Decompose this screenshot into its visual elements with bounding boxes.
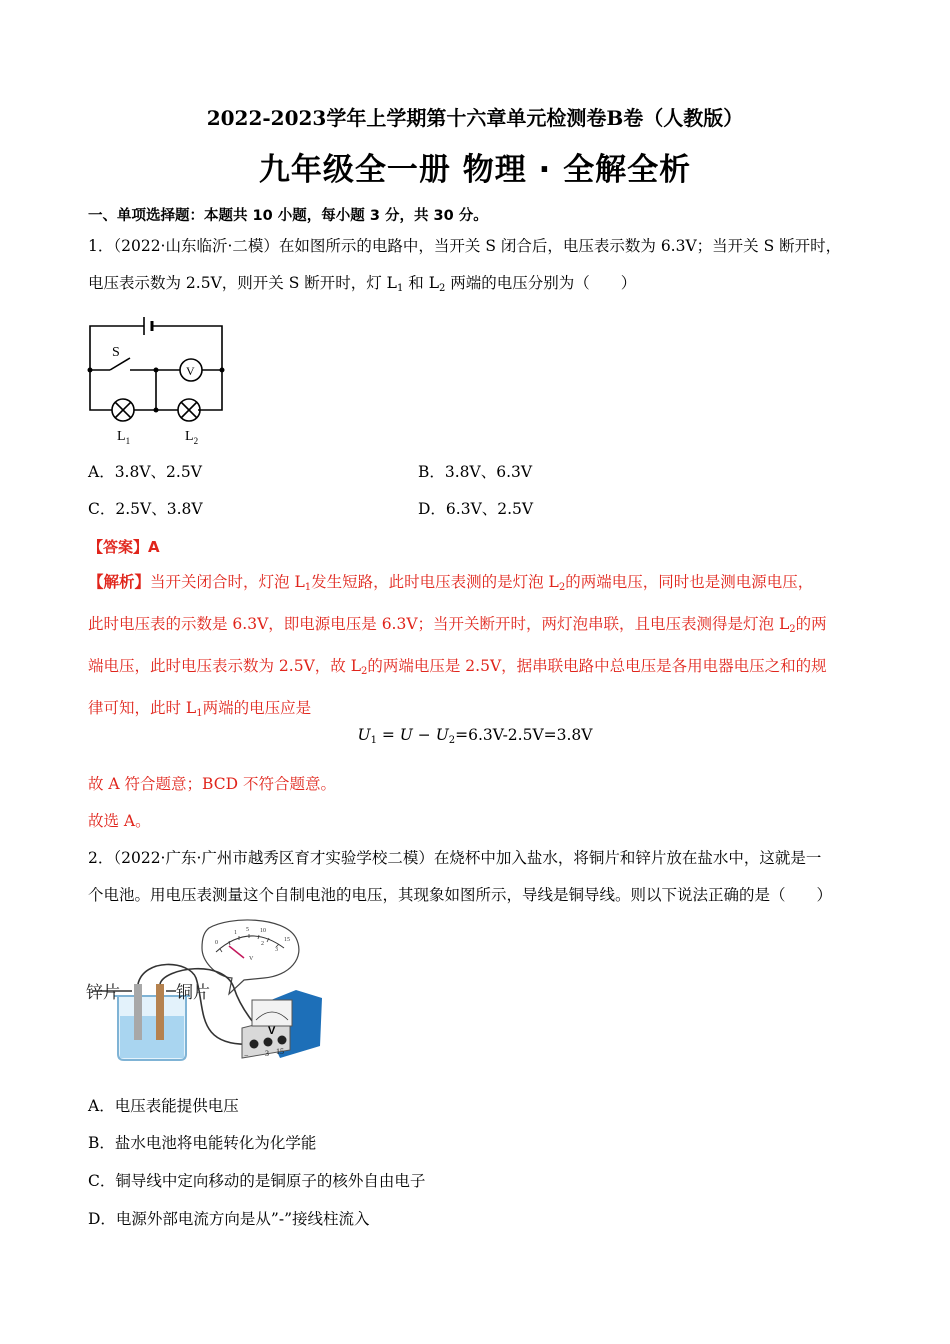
zinc-label: 锌片 (86, 983, 120, 1003)
switch-label: S (112, 345, 120, 360)
question-1-line-1: 1．（2022·山东临沂·二模）在如图所示的电路中，当开关 S 闭合后，电压表示数为 6.3V；当开关 S 断开时， (88, 237, 842, 255)
circuit-diagram (84, 310, 234, 450)
svg-text:L1: $L_1$ (117, 429, 131, 446)
q1-choice: 故选 A。 (88, 812, 151, 830)
q2-option-a[interactable]: A．电压表能提供电压 (88, 1097, 239, 1115)
section-heading: 一、单项选择题：本题共 10 小题，每小题 3 分，共 30 分。 (88, 208, 488, 224)
q1-option-d[interactable]: D．6.3V、2.5V (418, 500, 534, 518)
svg-text:0 1 5 2 10: 0 1 5 2 10 3 15 V (215, 927, 290, 962)
question-2-stem (88, 840, 868, 914)
copper-plate-icon (156, 984, 164, 1040)
q2-option-b[interactable]: B．盐水电池将电能转化为化学能 (88, 1134, 317, 1152)
q1-option-c[interactable]: C．2.5V、3.8V (88, 500, 203, 518)
document-subtitle: 九年级全一册 物理 · 全解全析 (258, 152, 692, 188)
lamp-2-label: L (185, 429, 194, 444)
meter-v-label: V (268, 1025, 276, 1037)
q1-formula: $U_1 = U - U_2=6.3V-2.5V=3.8V$ (357, 726, 593, 746)
document-title: 2022-2023学年上学期第十六章单元检测卷B卷（人教版） (206, 106, 744, 130)
svg-text:L2: $L_2$ (185, 429, 199, 446)
q1-option-a[interactable]: A．3.8V、2.5V (88, 463, 202, 481)
question-1-stem (88, 228, 868, 307)
q2-option-c[interactable]: C．铜导线中定向移动的是铜原子的核外自由电子 (88, 1172, 426, 1190)
zinc-plate-icon (134, 984, 142, 1040)
svg-text:− 3 15: − 3 15 (244, 1047, 284, 1060)
q2-option-d[interactable]: D．电源外部电流方向是从”-”接线柱流入 (88, 1210, 370, 1228)
voltmeter-label: V (186, 364, 195, 378)
q1-conclusion: 故 A 符合题意；BCD 不符合题意。 (88, 775, 336, 793)
q1-option-b[interactable]: B．3.8V、6.3V (418, 463, 533, 481)
q1-analysis: 【解析】当开关闭合时，灯泡 $L_1$发生短路，此时电压表测的是灯泡 $L_2$的两端电压，同时也是测电源电压， 此时电压表的示数是 6.3V，即电源电压是 6.3V；当开关断开时，两灯泡串联，且电压表测得是灯泡 $L_2$的两 端电压，此时电压表示数为 2.5V，故 $L_2$的两端电压是 2.5V，据串联电路中总电压是各用电器电压之和的规 律可知，此时 $L_1$两端的电压应是 (88, 573, 827, 719)
copper-label: 铜片 (176, 983, 210, 1003)
lamp-1-label: L (117, 429, 126, 444)
battery-voltmeter-figure (84, 918, 334, 1068)
question-2-line-2: 个电池。用电压表测量这个自制电池的电压，其现象如图所示，导线是铜导线。则以下说法正确的是（ ） (88, 886, 833, 904)
q1-answer: 【答案】A (88, 538, 160, 556)
question-1-line-2: 电压表示数为 2.5V，则开关 S 断开时，灯 $L_1$ 和 $L_2$ 两端的电压分别为（ ） (88, 274, 637, 294)
question-2-line-1: 2．（2022·广东·广州市越秀区育才实验学校二模）在烧杯中加入盐水，将铜片和锌片放在盐水中，这就是一 (88, 849, 822, 867)
